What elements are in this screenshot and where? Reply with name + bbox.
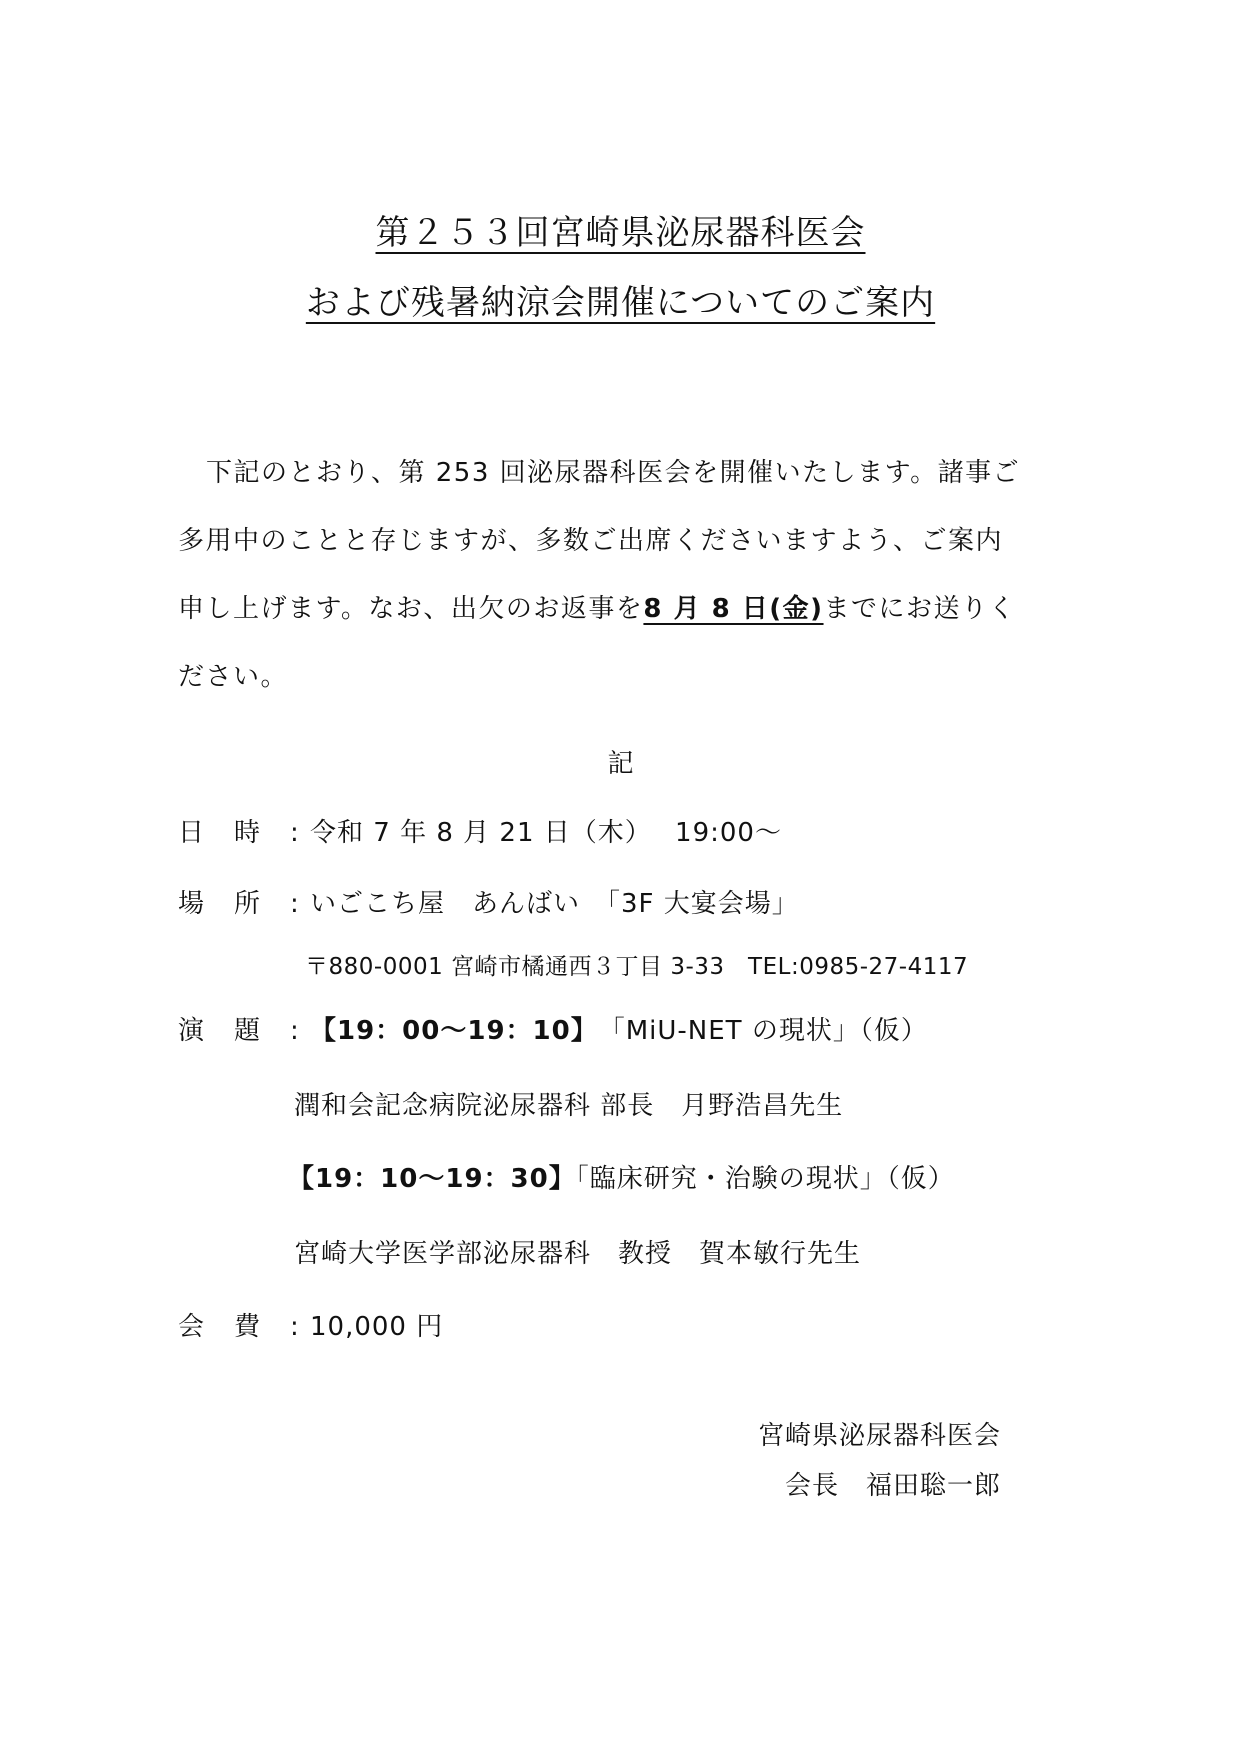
intro-line1: 下記のとおり、第 253 回泌尿器科医会を開催いたします。諸事ご	[206, 458, 1021, 488]
venue-label: 場 所	[178, 889, 262, 919]
venue-value: いごこち屋 あんばい 「3F 大宴会場」	[310, 889, 799, 919]
datetime-row: 日 時 : 令和 7 年 8 月 21 日（木） 19:00～	[178, 812, 782, 849]
document-title-line2: および残暑納涼会開催についてのご案内	[305, 283, 936, 323]
venue-address: 〒880-0001 宮崎市橘通西３丁目 3-33 TEL:0985-27-4117	[305, 954, 969, 980]
talk2-time: 【19：10～19：30】	[288, 1164, 576, 1194]
talk2-speaker: 宮崎大学医学部泌尿器科 教授 賀本敏行先生	[294, 1239, 862, 1269]
intro-line4: ださい。	[178, 662, 289, 692]
fee-row: 会 費 : 10,000 円	[178, 1306, 443, 1343]
talk2-title: 「臨床研究・治験の現状」（仮）	[575, 1164, 955, 1194]
document-title-line1: 第２５３回宮崎県泌尿器科医会	[375, 213, 866, 253]
talk1-time: 【19：00～19：10】	[310, 1016, 585, 1046]
fee-label: 会 費	[178, 1312, 262, 1342]
signature-org: 宮崎県泌尿器科医会	[757, 1421, 1001, 1451]
venue-row: 場 所 : いごこち屋 あんばい 「3F 大宴会場」	[178, 883, 799, 920]
talk2-row	[288, 1158, 955, 1195]
intro-line3: 申し上げます。なお、出欠のお返事を8 月 8 日(金)までにお送りく	[178, 594, 1017, 624]
intro-line2: 多用中のことと存じますが、多数ご出席くださいますよう、ご案内	[178, 526, 1004, 556]
signature-person: 会長 福田聡一郎	[784, 1471, 1001, 1501]
datetime-value: 令和 7 年 8 月 21 日（木） 19:00～	[310, 818, 782, 848]
talk1-title: 「MiU-NET の現状」（仮）	[584, 1016, 928, 1046]
talk1-speaker: 潤和会記念病院泌尿器科 部長 月野浩昌先生	[294, 1091, 844, 1121]
reply-deadline: 8 月 8 日(金)	[643, 594, 824, 624]
lecture-label: 演 題	[178, 1016, 262, 1046]
fee-value: 10,000 円	[310, 1312, 444, 1342]
ki-heading: 記	[607, 749, 634, 779]
datetime-label: 日 時	[178, 818, 262, 848]
lecture-row: 演 題 : 【19：00～19：10】 「MiU-NET の現状」（仮）	[178, 1010, 928, 1047]
